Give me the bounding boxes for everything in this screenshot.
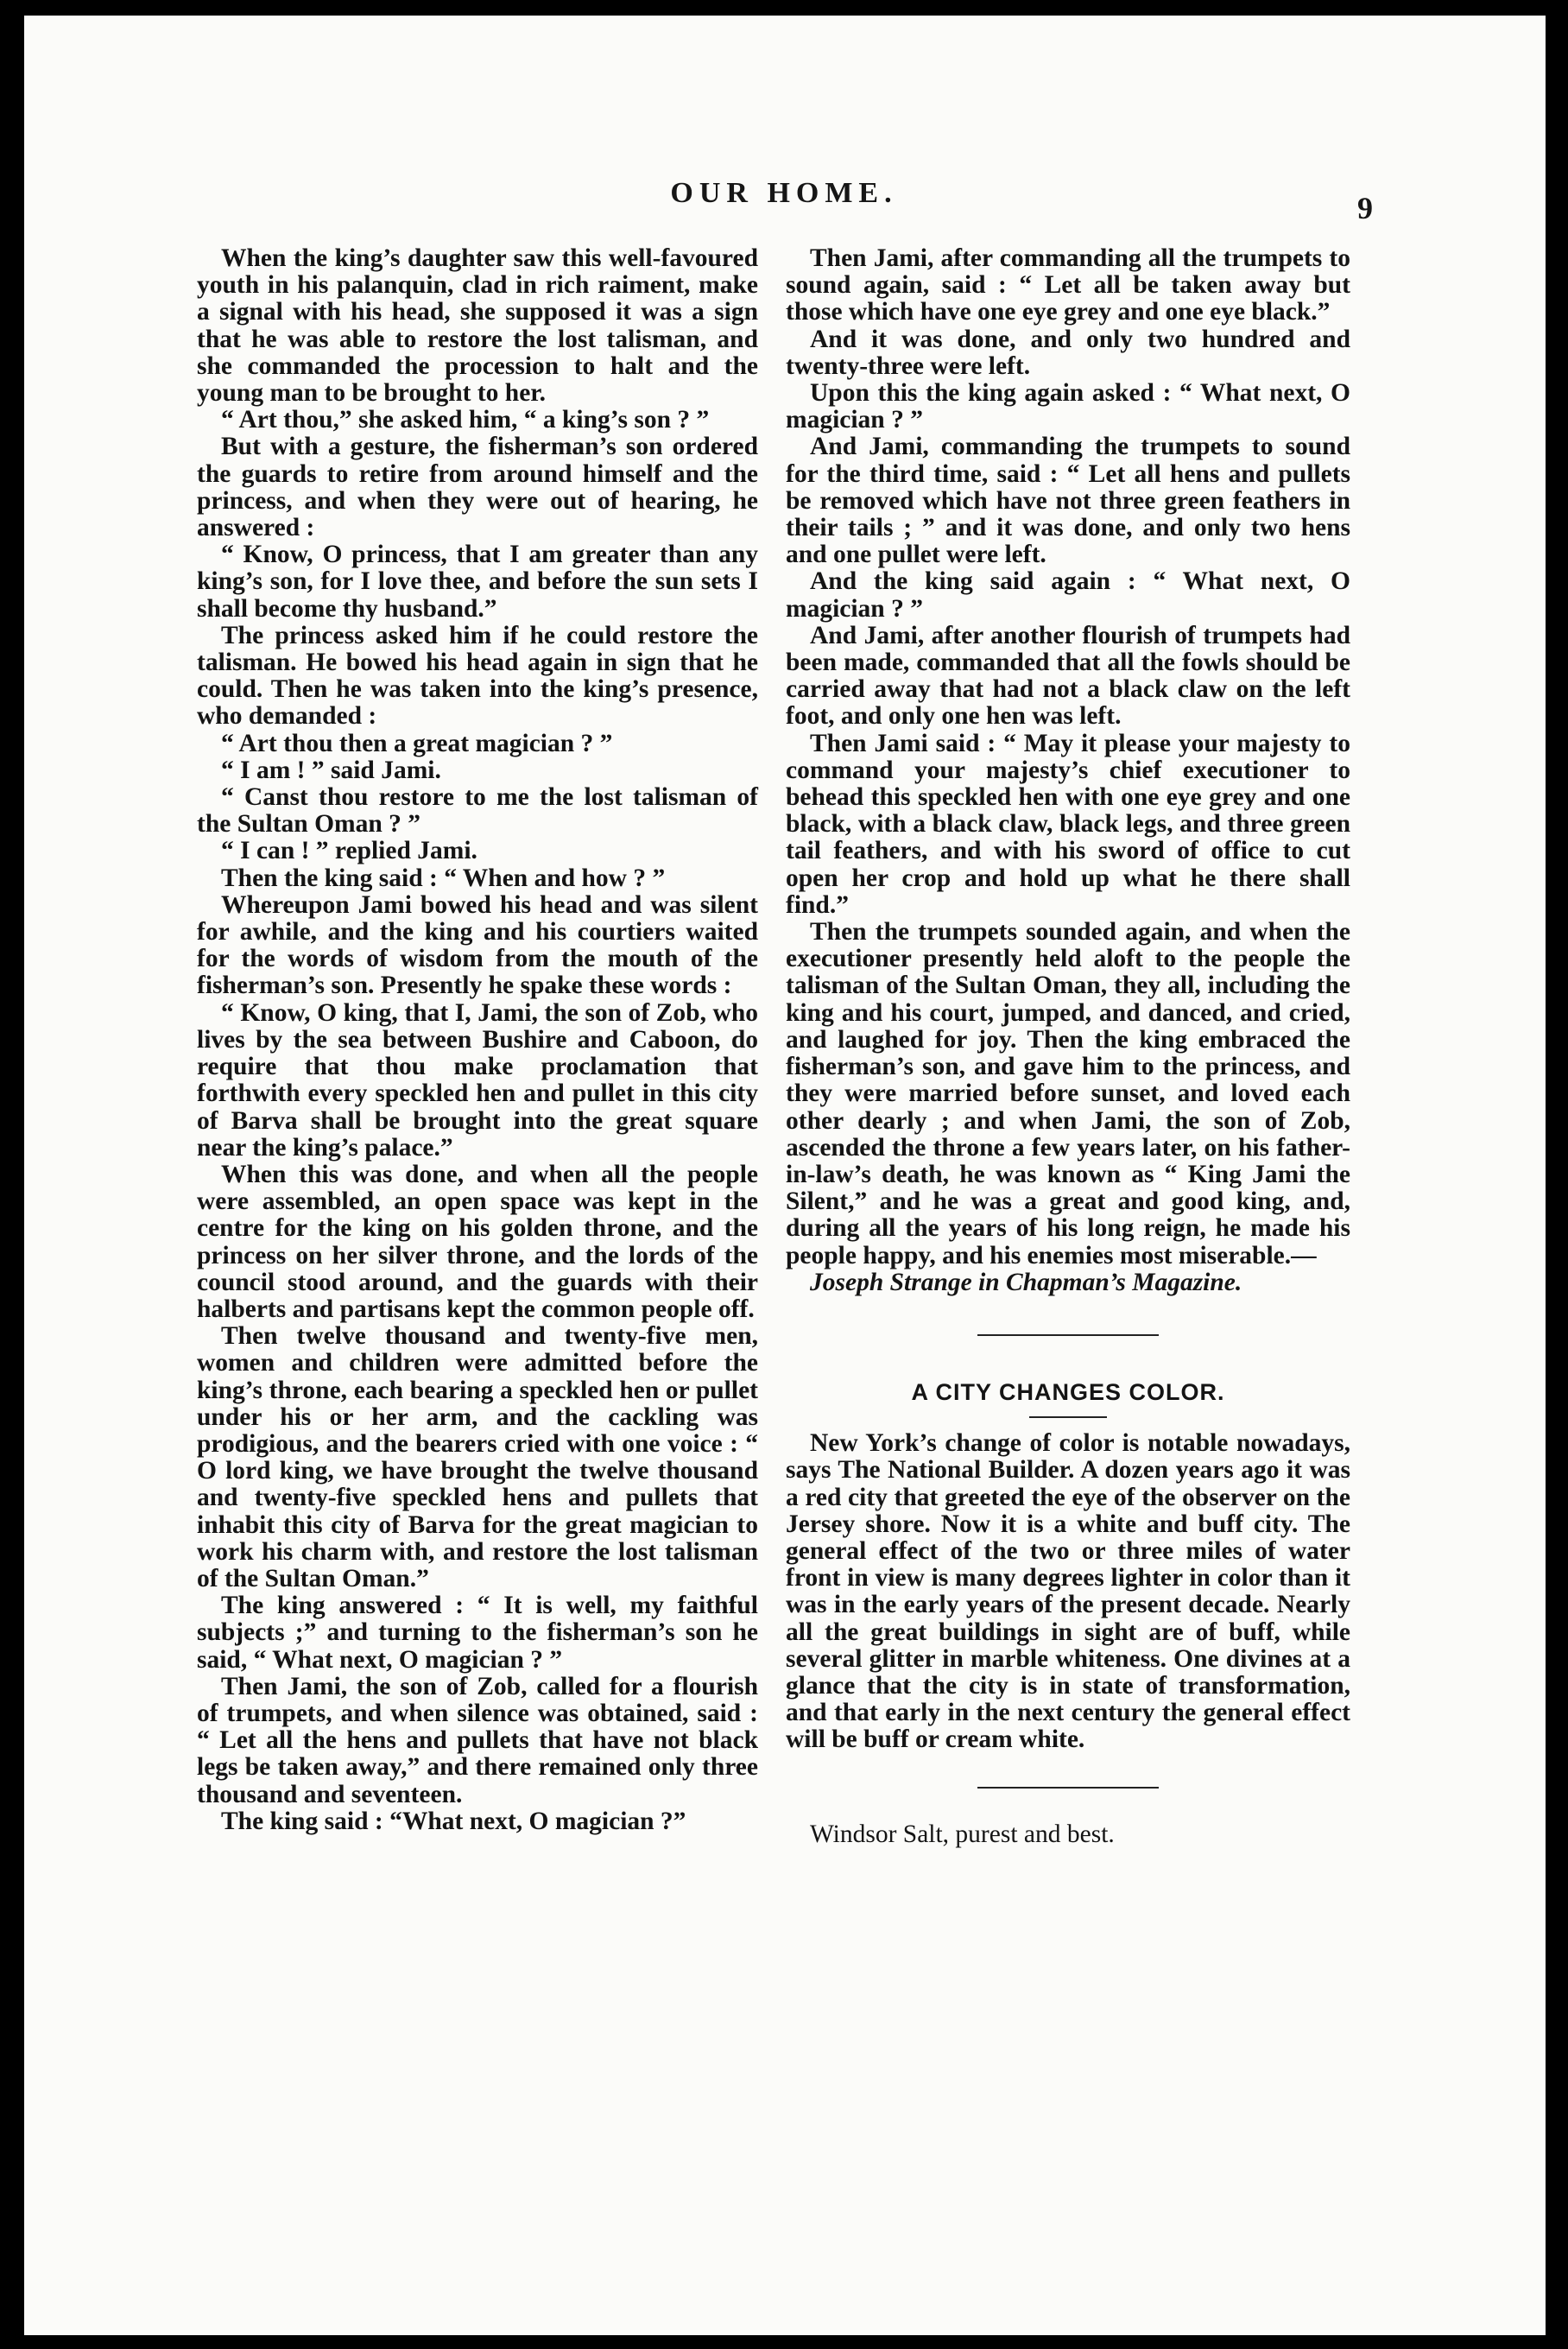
paragraph: “ I am ! ” said Jami. [221,756,441,784]
article-heading: A CITY CHANGES COLOR. [911,1378,1225,1405]
paragraph: “ I can ! ” replied Jami. [221,837,477,865]
paragraph: Upon this the king again asked : “ What next, O magician ? ” [786,379,1350,434]
paragraph: Then Jami, after commanding all the trumpets to sound again, said : “ Let all be taken away but those which have one eye grey and one eye black.” [786,244,1350,326]
article-body: New York’s change of color is notable nowadays, says The National Builder. A dozen years ago it was a red city that greeted the eye of the observer on the Jersey shore. Now it is a white and buff city. The general effect of the two or three miles of water front in view is many degrees lighter in color than it was in the early years of the present decade. Nearly all the great buildings in sight are of buff, while several glitter in marble whiteness. One divines at a glance that the city is in state of transformation, and that early in the next century the general effect will be buff or cream white. [786,1429,1350,1754]
section-divider [977,1787,1159,1789]
paragraph: Then the king said : “ When and how ? ” [221,864,666,892]
paragraph: Then twelve thousand and twenty-five men, women and children were admitted before the king’s throne, each bearing a speckled hen or pullet under his or her arm, and the cackling was prodigious, and the bearers cried with one voice : “ O lord king, we have brought the twelve thousand and twenty-five speckled hens and pullets that inhabit this city of Barva for the great magician to work his charm with, and restore the lost talisman of the Sultan Oman.” [197,1322,758,1592]
paragraph: And Jami, after another flourish of trumpets had been made, commanded that all the fowls should be carried away that had not a black claw on the left foot, and only one hen was left. [786,621,1350,731]
paragraph: And Jami, commanding the trumpets to sound for the third time, said : “ Let all hens and pullets be removed which have not three green feathers in their tails ; ” and it was done, and only two hens and one pullet were left. [786,433,1350,569]
story-credit: Joseph Strange in Chapman’s Magazine. [810,1268,1242,1296]
paragraph: “ Know, O king, that I, Jami, the son of Zob, who lives by the sea between Bushire and Caboon, do require that thou make proclamation that forthwith every speckled hen and pullet in this city of Barva shall be brought into the great square near the king’s palace.” [197,998,758,1162]
paragraph: When the king’s daughter saw this well-favoured youth in his palanquin, clad in rich raiment, make a signal with his head, she supposed it was a sign that he was able to restore the lost talisman, and she commanded the procession to halt and the young man to be brought to her. [197,244,758,408]
section-divider [977,1334,1159,1336]
heading-underline [1029,1416,1107,1418]
paragraph: Whereupon Jami bowed his head and was silent for awhile, and the king and his courtiers waited for the words of wisdom from the mouth of the fisherman’s son. Presently he spake these words : [197,890,758,1000]
paragraph: But with a gesture, the fisherman’s son ordered the guards to retire from around himself and the princess, and when they were out of hearing, he answered : [197,433,758,542]
paragraph: The princess asked him if he could restore the talisman. He bowed his head again in sign that he could. Then he was taken into the king’s presence, who demanded : [197,621,758,731]
paragraph: The king answered : “ It is well, my faithful subjects ;” and turning to the fisherman’s son he said, “ What next, O magician ? ” [197,1592,758,1674]
paragraph: And it was done, and only two hundred and twenty-three were left. [786,325,1350,380]
paragraph: “ Know, O princess, that I am greater than any king’s son, for I love thee, and before the sun sets I shall become thy husband.” [197,541,758,623]
advertisement: Windsor Salt, purest and best. [810,1820,1115,1848]
paragraph: Then Jami said : “ May it please your majesty to command your majesty’s chief executioner to behead this speckled hen with one eye grey and one black, with a black claw, black legs, and three green tail feathers, and with his sword of office to cut open her crop and hold up what he there shall find.” [786,729,1350,919]
paragraph: The king said : “What next, O magician ?” [221,1807,686,1835]
running-title: OUR HOME. [670,177,898,209]
right-column [786,245,1350,1848]
page-number: 9 [1357,191,1373,225]
paragraph: Then Jami, the son of Zob, called for a flourish of trumpets, and when silence was obtained, said : “ Let all the hens and pullets that have not black legs be taken away,” and there remained only three thousand and seventeen. [197,1672,758,1808]
paragraph: And the king said again : “ What next, O magician ? ” [786,567,1350,623]
paragraph: When this was done, and when all the people were assembled, an open space was kept in the centre for the king on his golden throne, and the princess on her silver throne, and the lords of the council stood around, and the guards with their halberts and partisans kept the common people off. [197,1160,758,1323]
paragraph: “ Art thou then a great magician ? ” [221,729,613,757]
paragraph: “ Art thou,” she asked him, “ a king’s son ? ” [221,406,710,434]
paragraph: Then the trumpets sounded again, and when the executioner presently held aloft to the people the talisman of the Sultan Oman, they all, including the king and his court, jumped, and danced, and cried, and laughed for joy. Then the king embraced the fisherman’s son, and gave him to the princess, and they were married before sunset, and loved each other dearly ; and when Jami, the son of Zob, ascended the throne a few years later, on his father-in-law’s death, he was known as “ King Jami the Silent,” and he was a great and good king, and, during all the years of his long reign, he made his people happy, and his enemies most miserable.— [786,918,1350,1269]
paragraph: “ Canst thou restore to me the lost talisman of the Sultan Oman ? ” [197,783,758,839]
left-column [197,245,758,1835]
